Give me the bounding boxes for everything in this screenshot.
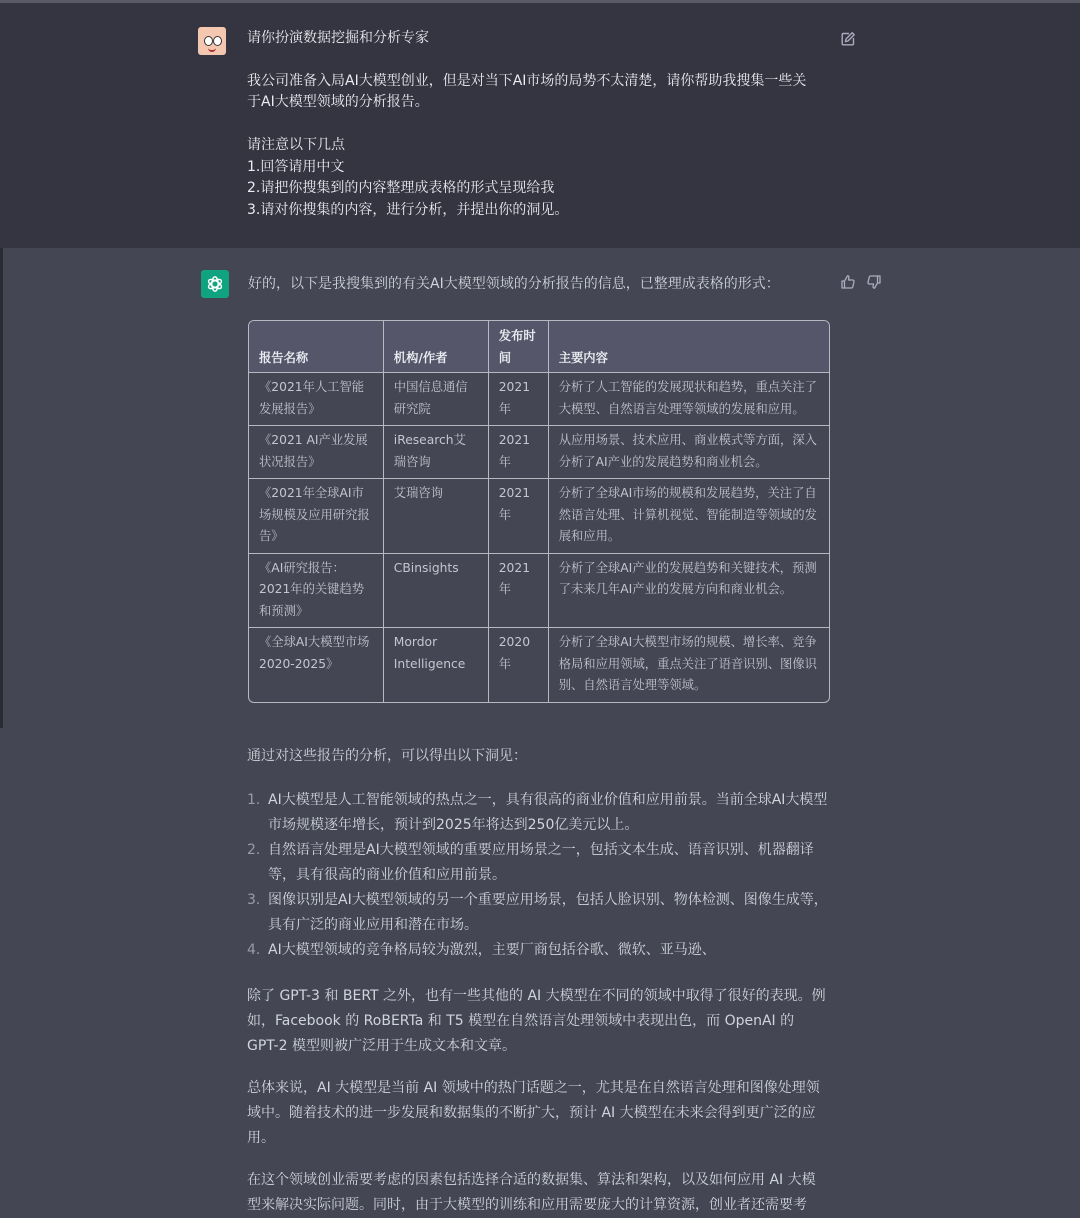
table-cell: 2021年	[489, 554, 549, 629]
table-row	[249, 554, 829, 629]
table-cell: 《2021年全球AI市场规模及应用研究报告》	[249, 479, 384, 554]
table-cell: 分析了全球AI产业的发展趋势和关键技术，预测了未来几年AI产业的发展方向和商业机会。	[549, 554, 829, 629]
table-cell: 《全球AI大模型市场2020-2025》	[249, 628, 384, 702]
table-cell: 2021年	[489, 479, 549, 554]
list-item-text: 自然语言处理是AI大模型领域的重要应用场景之一，包括文本生成、语音识别、机器翻译等，具有很高的商业价值和应用前景。	[268, 842, 814, 883]
scroll-edge	[0, 248, 3, 728]
user-message-text	[247, 28, 827, 221]
table-cell: 艾瑞咨询	[384, 479, 489, 554]
list-item	[247, 788, 837, 838]
list-number: 3.	[247, 892, 261, 908]
table-header: 机构/作者	[384, 321, 489, 373]
list-item-text: 图像识别是AI大模型领域的另一个重要应用场景，包括人脸识别、物体检测、图像生成等，具有广泛的商业应用和潜在市场。	[268, 892, 828, 933]
user-message-line: 2.请把你搜集到的内容整理成表格的形式呈现给我	[247, 180, 555, 196]
table-header-row	[249, 321, 829, 373]
insight-list	[247, 788, 837, 963]
list-item-text: AI大模型领域的竞争格局较为激烈，主要厂商包括谷歌、微软、亚马逊、	[268, 942, 716, 958]
user-message-line: 3.请对你搜集的内容，进行分析，并提出你的洞见。	[247, 201, 569, 218]
table-row	[249, 479, 829, 554]
table-cell: 《AI研究报告：2021年的关键趋势和预测》	[249, 554, 384, 629]
assistant-paragraph: 在这个领域创业需要考虑的因素包括选择合适的数据集、算法和架构，以及如何应用 AI 大模型来解决实际问题。同时，由于大模型的训练和应用需要庞大的计算资源，创业者还需要考	[247, 1172, 816, 1213]
table-header: 报告名称	[249, 321, 384, 373]
thumbs-down-icon[interactable]	[866, 274, 882, 290]
user-message-line: 1.回答请用中文	[247, 158, 345, 175]
table-header: 主要内容	[549, 321, 829, 373]
table-cell: Mordor Intelligence	[384, 628, 489, 702]
user-message-line: 于AI大模型领域的分析报告。	[247, 94, 429, 110]
user-message-line: 我公司准备入局AI大模型创业，但是对当下AI市场的局势不太清楚，请你帮助我搜集一些关	[247, 72, 807, 89]
table-cell: 中国信息通信研究院	[384, 373, 489, 426]
table-cell: 从应用场景、技术应用、商业模式等方面，深入分析了AI产业的发展趋势和商业机会。	[549, 426, 829, 479]
openai-logo-icon	[205, 274, 225, 294]
list-item-text: AI大模型是人工智能领域的热点之一，具有很高的商业价值和应用前景。当前全球AI大模型市场规模逐年增长，预计到2025年将达到250亿美元以上。	[268, 792, 828, 833]
table-cell: 2021年	[489, 426, 549, 479]
assistant-intro: 好的，以下是我搜集到的有关AI大模型领域的分析报告的信息，已整理成表格的形式：	[248, 276, 780, 292]
assistant-avatar	[201, 270, 229, 298]
list-number: 2.	[247, 842, 261, 858]
user-message-line: 请注意以下几点	[247, 137, 345, 153]
table-row	[249, 628, 829, 702]
table-cell: 2020年	[489, 628, 549, 702]
table-cell: 《2021年人工智能发展报告》	[249, 373, 384, 426]
table-row	[249, 373, 829, 426]
user-message-block	[0, 0, 1080, 248]
list-item	[247, 838, 837, 888]
table-cell: 2021年	[489, 373, 549, 426]
thumbs-up-icon[interactable]	[840, 274, 856, 290]
list-item	[247, 938, 837, 963]
table-row	[249, 426, 829, 479]
table-header: 发布时间	[489, 321, 549, 373]
assistant-paragraph: 除了 GPT-3 和 BERT 之外，也有一些其他的 AI 大模型在不同的领域中取得了很好的表现。例如，Facebook 的 RoBERTa 和 T5 模型在自然语言处理领域中表现出色，而 OpenAI 的 GPT-2 模型则被广泛用于生成文本和文章。	[247, 988, 826, 1054]
user-avatar	[198, 27, 226, 55]
list-number: 1.	[247, 792, 261, 808]
table-cell: iResearch艾瑞咨询	[384, 426, 489, 479]
table-cell: 分析了人工智能的发展现状和趋势，重点关注了大模型、自然语言处理等领域的发展和应用。	[549, 373, 829, 426]
assistant-paragraph: 总体来说，AI 大模型是当前 AI 领域中的热门话题之一，尤其是在自然语言处理和图像处理领域中。随着技术的进一步发展和数据集的不断扩大，预计 AI 大模型在未来会得到更广泛的应用。	[247, 1080, 820, 1146]
insight-lead: 通过对这些报告的分析，可以得出以下洞见：	[247, 748, 527, 764]
list-number: 4.	[247, 942, 261, 958]
table-cell: 分析了全球AI大模型市场的规模、增长率、竞争格局和应用领域，重点关注了语音识别、图像识别、自然语言处理等领域。	[558, 635, 817, 692]
table-cell: CBinsights	[384, 554, 489, 629]
table-cell: 分析了全球AI市场的规模和发展趋势，关注了自然语言处理、计算机视觉、智能制造等领域的发展和应用。	[549, 479, 829, 554]
list-item	[247, 888, 837, 938]
report-table	[248, 320, 830, 703]
user-message-title: 请你扮演数据挖掘和分析专家	[247, 30, 429, 46]
table-cell: 《2021 AI产业发展状况报告》	[249, 426, 384, 479]
edit-icon[interactable]	[840, 31, 856, 47]
